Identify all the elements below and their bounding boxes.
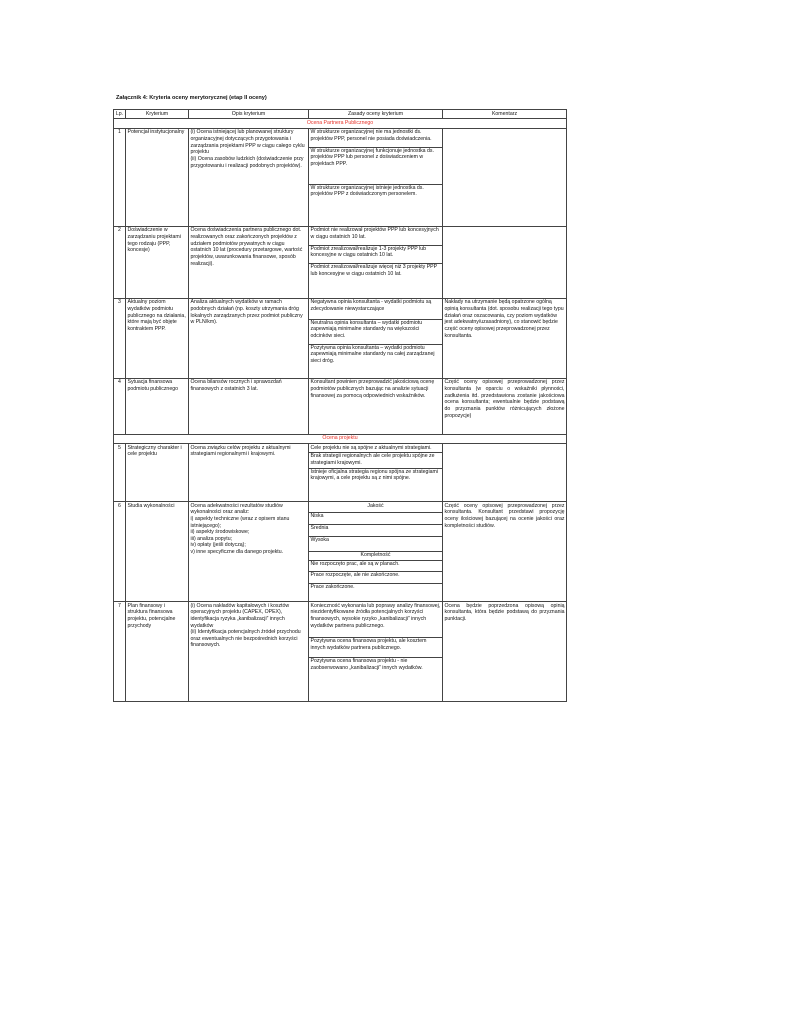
header-komentarz: Komentarz: [443, 110, 567, 119]
table-row: [114, 298, 567, 378]
zasada-item: W strukturze organizacyjnej istnieje jednostka ds. projektów PPP z doświadczonym personelem.: [310, 184, 424, 198]
row-lp: 6: [114, 501, 126, 601]
row-lp: 5: [114, 443, 126, 501]
zasada-item: Nie rozpoczęto prac, ale są w planach.: [309, 561, 442, 573]
row-kryterium: Doświadczenie w zarządzaniu projektami tego rodzaju (PPP, koncesje): [126, 226, 189, 298]
table-header-row: [114, 110, 567, 119]
section-row-partner: [114, 119, 567, 128]
zasada-item: Prace rozpoczęte, ale nie zakończone.: [309, 572, 442, 584]
row-opis: [189, 601, 309, 701]
row-lp: 2: [114, 226, 126, 298]
row-kryterium: Plan finansowy i struktura finansowa projektu, potencjalne przychody: [126, 601, 189, 701]
row-zasady: [309, 501, 443, 601]
row-kryterium: Studia wykonalności: [126, 501, 189, 601]
opis-part: Ocena adekwatności rezultatów studiów wykonalności oraz analiz: i) aspekty techniczne (wraz z opisem stanu istniejącego); ii) aspekty środowiskowe; iii) analiza popytu; iv) opłaty (jeśli dotyczą); v) inne specyficzne dla danego projektu.: [190, 502, 290, 556]
row-kryterium: Strategiczny charakter i cele projektu: [126, 443, 189, 501]
row-lp: 7: [114, 601, 126, 701]
row-kryterium: Aktualny poziom wydatków podmiotu publicznego na działania, które mają być objęte kontraktem PPP.: [126, 298, 189, 378]
zasada-item: Istnieje oficjalna strategia regionu spójna ze strategiami krajowymi, a cele projektu są z nimi spójne.: [310, 468, 438, 482]
row-komentarz: Nakłady na utrzymanie będą opatrzone ogólną opinią konsultanta (dot. sposobu realizacji tego typu działań oraz oszacowania, czy poziom wydatków jest adekwatny/uzasadniony), co stanowić będzie część oceny opisowej przeprowadzonej przez konsultanta.: [443, 298, 567, 378]
zasada-item: Wysoka: [309, 537, 442, 553]
zasada-item: Prace zakończone.: [310, 584, 355, 591]
row-zasady: Konsultant powinien przeprowadzić jakościową ocenę podmiotów publicznych bazując na analizie sytuacji finansowej za pomocą odpowiednich wskaźników.: [309, 378, 443, 434]
zasada-item: Podmiot nie realizował projektów PPP lub koncesyjnych w ciągu ostatnich 10 lat.: [309, 227, 442, 245]
opis-part: (i) Ocena istniejącej lub planowanej struktury organizacyjnej dotyczących przygotowania i zarządzania projektami PPP w ciągu całego cyklu projektu (ii) Ocena zasobów ludzkich (doświadczenie przy przygotowaniu i realizacji podobnych projektów).: [190, 129, 305, 169]
row-komentarz: [443, 226, 567, 298]
row-komentarz: Ocena będzie poprzedzona opisową opinią konsultanta, która będzie podstawą do przyznania punktacji.: [443, 601, 567, 701]
zasada-item: Negatywna opinia konsultanta - wydatki podmiotu są zdecydowanie niewystarczające: [309, 299, 442, 319]
row-komentarz: Część oceny opisowej przeprowadzonej przez konsultanta. Konsultant przedstawi propozycję oceny ilościowej bazującej na ocenie jakości oraz kompletności studiów.: [443, 501, 567, 601]
zasada-item: W strukturze organizacyjnej nie ma jednostki ds. projektów PPP, personel nie posiada doświadczenia.: [309, 129, 442, 147]
row-opis: [189, 128, 309, 226]
row-zasady: [309, 601, 443, 701]
row-zasady: [309, 443, 443, 501]
zasada-item: Cele projektu nie są spójne z aktualnymi strategiami.: [309, 445, 442, 454]
table-row: [114, 128, 567, 226]
row-komentarz: Część oceny opisowej przeprowadzonej przez konsultanta (w oparciu o wskaźniki płynności, zadłużenia itd. przedstawiona zostanie jakościowa ocena konsultanta; ewentualnie będzie podstawą do przyznania punktów różnicujących złożone propozycje): [443, 378, 567, 434]
zasada-item: Podmiot zrealizował/realizuje 1-3 projekty PPP lub koncesyjne w ciągu ostatnich 10 lat.: [309, 246, 442, 264]
row-komentarz: [443, 443, 567, 501]
kompletnosc-header: Kompletność: [309, 552, 442, 561]
row-opis: Analiza aktualnych wydatków w ramach podobnych działań (np. koszty utrzymania dróg lokalnych zarządzanych przez podmiot publiczny w PLN/km).: [189, 298, 309, 378]
zasada-item: Konieczność wykonania lub poprawy analizy finansowej, niezidentyfikowane źródła potencjalnych korzyści finansowych, wysokie ryzyko „kanibalizacji” innych wydatków partnera publicznego.: [309, 603, 442, 639]
row-kryterium: Potencjał instytucjonalny: [126, 128, 189, 226]
table-row: [114, 226, 567, 298]
row-zasady: [309, 128, 443, 226]
zasada-item: Niska: [309, 513, 442, 525]
header-lp: Lp.: [114, 110, 126, 119]
section-row-projekt: [114, 434, 567, 443]
row-komentarz: [443, 128, 567, 226]
row-opis: Ocena związku celów projektu z aktualnymi strategiami regionalnymi i krajowymi.: [189, 443, 309, 501]
row-kryterium: Sytuacja finansowa podmiotu publicznego: [126, 378, 189, 434]
zasada-item: Średnia: [309, 525, 442, 537]
zasada-item: Pozytywna ocena finansowa projektu, ale kosztem innych wydatków partnera publicznego.: [309, 638, 442, 658]
criteria-table: [113, 109, 567, 702]
row-opis: Ocena doświadczenia partnera publicznego dot. realizowanych oraz zakończonych projektów z udziałem podmiotów prywatnych w ciągu ostatnich 10 lat (procedury przetargowe, wartość projektów, uwarunkowania finansowe, sposób realizacji).: [189, 226, 309, 298]
section-title-partner: Ocena Partnera Publicznego: [114, 119, 567, 128]
zasada-item: W strukturze organizacyjnej funkcjonuje jednostka ds. projektów PPP lub personel z doświadczeniem w projektach PPP.: [309, 148, 442, 185]
opis-part: (i) Ocena nakładów kapitałowych i kosztów operacyjnych projektu (CAPEX, OPEX), identyfikacja ryzyka „kanibalizacji” innych wydatków (ii) Identyfikacja potencjalnych źródeł przychodu oraz ewentualnych nie bezpośrednich korzyści finansowych.: [190, 602, 301, 649]
zasada-item: Neutralna opinia konsultanta – wydatki podmiotu zapewniają minimalne standardy na większości odcinków sieci.: [309, 320, 442, 345]
section-title-projekt: Ocena projektu: [114, 434, 567, 443]
zasada-item: Podmiot zrealizował/realizuje więcej niż 3 projekty PPP lub koncesyjne w ciągu ostatnich 10 lat.: [310, 263, 437, 277]
row-lp: 3: [114, 298, 126, 378]
table-row: [114, 378, 567, 434]
table-row: [114, 501, 567, 601]
zasada-item: Pozytywna opinia konsultanta – wydatki podmiotu zapewniają minimalne standardy na całej zarządzanej sieci dróg.: [310, 344, 435, 364]
row-opis: Ocena bilansów rocznych i sprawozdań finansowych z ostatnich 3 lat.: [189, 378, 309, 434]
table-row: [114, 443, 567, 501]
header-zasady: Zasady oceny kryterium: [309, 110, 443, 119]
row-zasady: [309, 226, 443, 298]
header-opis: Opis kryterium: [189, 110, 309, 119]
row-lp: 4: [114, 378, 126, 434]
zasada-item: Brak strategii regionalnych ale cele projektu spójne ze strategiami krajowymi.: [309, 453, 442, 468]
row-opis: [189, 501, 309, 601]
header-kryterium: Kryterium: [126, 110, 189, 119]
row-lp: 1: [114, 128, 126, 226]
document-title: Załącznik 4: Kryteria oceny merytorycznej (etap II oceny): [116, 95, 267, 101]
row-zasady: [309, 298, 443, 378]
jakosc-header: Jakość: [309, 503, 442, 514]
zasada-item: Pozytywna ocena finansowa projektu - nie zaobserwowano „kanibalizacji” innych wydatków.: [310, 658, 423, 672]
table-row: [114, 601, 567, 701]
